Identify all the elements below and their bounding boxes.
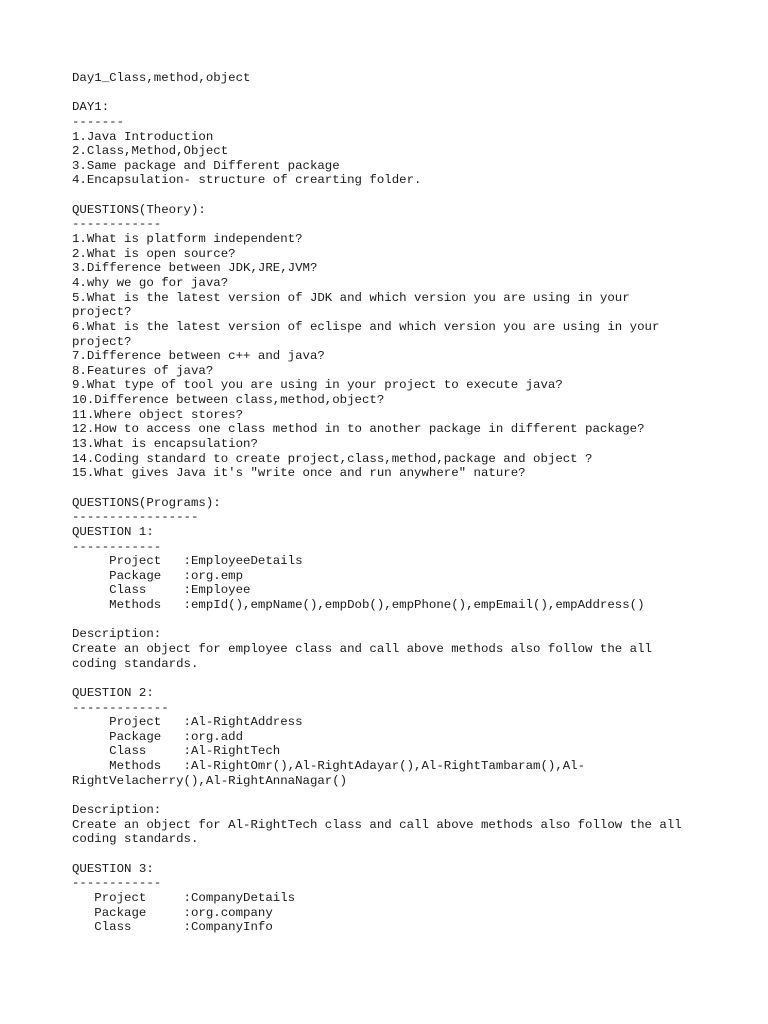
- topic-item: 1.Java Introduction: [72, 129, 214, 144]
- program-spec-package: Package :org.emp: [72, 568, 244, 583]
- program-question-heading: QUESTION 2:: [72, 685, 154, 700]
- underline-rule: ------------: [72, 217, 162, 232]
- section-heading-programs: QUESTIONS(Programs):: [72, 495, 221, 510]
- blank-line: [72, 481, 742, 496]
- blank-line: [72, 788, 742, 803]
- question-item-continued: project?: [72, 305, 132, 320]
- description-heading: Description:: [72, 803, 162, 818]
- underline-rule: -----------------: [72, 510, 199, 525]
- section-heading-theory: QUESTIONS(Theory):: [72, 202, 206, 217]
- document-title: Day1_Class,method,object: [72, 71, 251, 85]
- program-spec-project: Project :CompanyDetails: [72, 890, 296, 905]
- underline-rule: -------------: [72, 700, 169, 715]
- question-item: 9.What type of tool you are using in your project to execute java?: [72, 378, 563, 393]
- program-question-heading: QUESTION 1:: [72, 524, 154, 539]
- program-spec-project: Project :EmployeeDetails: [72, 554, 303, 569]
- question-item: 8.Features of java?: [72, 363, 214, 378]
- question-item: 2.What is open source?: [72, 246, 236, 261]
- program-question-heading: QUESTION 3:: [72, 861, 154, 876]
- program-spec-class: Class :CompanyInfo: [72, 920, 273, 935]
- question-item: 5.What is the latest version of JDK and which version you are using in your: [72, 290, 630, 305]
- question-item: 3.Difference between JDK,JRE,JVM?: [72, 261, 318, 276]
- program-spec-package: Package :org.add: [72, 729, 244, 744]
- blank-line: [72, 613, 742, 628]
- question-item: 12.How to access one class method in to another package in different package?: [72, 422, 645, 437]
- underline-rule: ------------: [72, 876, 162, 891]
- section-heading-day1: DAY1:: [72, 100, 110, 115]
- topic-item: 3.Same package and Different package: [72, 158, 340, 173]
- program-spec-methods-continued: RightVelacherry(),Al-RightAnnaNagar(): [72, 773, 348, 788]
- question-item: 14.Coding standard to create project,class,method,package and object ?: [72, 451, 593, 466]
- underline-rule: -------: [72, 114, 125, 129]
- blank-line: [72, 86, 742, 101]
- question-item: 7.Difference between c++ and java?: [72, 349, 325, 364]
- topic-item: 4.Encapsulation- structure of crearting folder.: [72, 173, 422, 188]
- question-item-continued: project?: [72, 334, 132, 349]
- program-spec-class: Class :Employee: [72, 583, 251, 598]
- question-item: 6.What is the latest version of eclispe and which version you are using in your: [72, 319, 660, 334]
- question-item: 11.Where object stores?: [72, 407, 244, 422]
- description-heading: Description:: [72, 627, 162, 642]
- blank-line: [72, 847, 742, 862]
- program-spec-package: Package :org.company: [72, 905, 273, 920]
- blank-line: [72, 671, 742, 686]
- question-item: 1.What is platform independent?: [72, 232, 303, 247]
- question-item: 10.Difference between class,method,object?: [72, 393, 385, 408]
- description-text: Create an object for Al-RightTech class and call above methods also follow the all: [72, 817, 682, 832]
- description-text: coding standards.: [72, 656, 199, 671]
- question-item: 15.What gives Java it's "write once and run anywhere" nature?: [72, 466, 526, 481]
- question-item: 4.why we go for java?: [72, 275, 229, 290]
- underline-rule: ------------: [72, 539, 162, 554]
- program-spec-project: Project :Al-RightAddress: [72, 715, 303, 730]
- document-page: [72, 71, 742, 935]
- program-spec-class: Class :Al-RightTech: [72, 744, 281, 759]
- program-spec-methods: Methods :empId(),empName(),empDob(),empPhone(),empEmail(),empAddress(): [72, 598, 645, 613]
- program-spec-methods: Methods :Al-RightOmr(),Al-RightAdayar(),Al-RightTambaram(),Al-: [72, 759, 586, 774]
- description-text: coding standards.: [72, 832, 199, 847]
- topic-item: 2.Class,Method,Object: [72, 144, 229, 159]
- question-item: 13.What is encapsulation?: [72, 437, 258, 452]
- description-text: Create an object for employee class and call above methods also follow the all: [72, 641, 652, 656]
- blank-line: [72, 188, 742, 203]
